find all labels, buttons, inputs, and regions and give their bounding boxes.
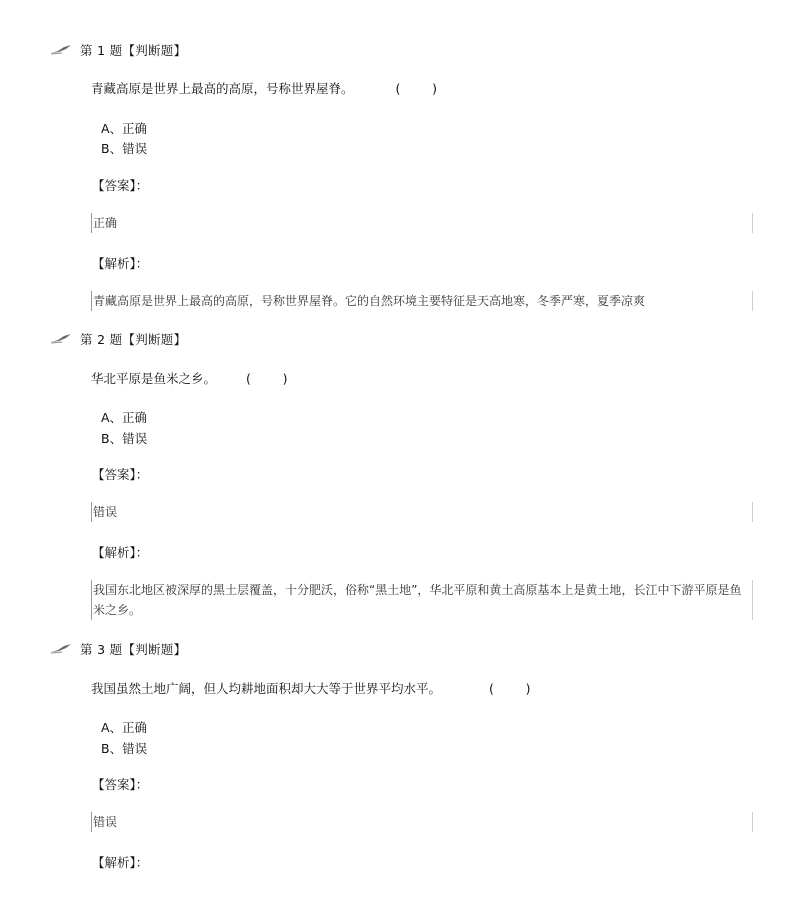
pen-icon: [50, 643, 72, 655]
answer-box: [91, 213, 753, 233]
answer-text: 错误: [93, 815, 118, 829]
question-stem: 青藏高原是世界上最高的高原，号称世界屋脊。 ( ): [91, 81, 438, 96]
analysis-text: 青藏高原是世界上最高的高原，号称世界屋脊。它的自然环境主要特征是天高地寒，冬季严寒，夏季凉爽: [93, 294, 646, 308]
question-2-header: [50, 330, 186, 348]
option-a[interactable]: A、正确: [101, 410, 148, 425]
analysis-box: [91, 580, 753, 620]
question-stem: 我国虽然土地广阔，但人均耕地面积却大大等于世界平均水平。 ( ): [91, 681, 531, 696]
answer-box: [91, 502, 753, 522]
analysis-label: 【解析】：: [92, 545, 149, 560]
analysis-label: 【解析】：: [92, 256, 149, 271]
question-title: 第 1 题【判断题】: [80, 43, 187, 58]
answer-label: 【答案】：: [92, 777, 149, 792]
option-b[interactable]: B、错误: [101, 431, 148, 446]
option-a[interactable]: A、正确: [101, 121, 148, 136]
answer-label: 【答案】：: [92, 467, 149, 482]
analysis-label: 【解析】：: [92, 855, 149, 870]
option-b[interactable]: B、错误: [101, 741, 148, 756]
answer-text: 错误: [93, 505, 118, 519]
question-3-header: [50, 640, 186, 658]
answer-box: [91, 812, 753, 832]
analysis-box: [91, 291, 753, 311]
question-title: 第 3 题【判断题】: [80, 642, 187, 657]
analysis-text: 我国东北地区被深厚的黑土层覆盖，十分肥沃，俗称“黑土地”，华北平原和黄土高原基本上是黄土地，长江中下游平原是鱼米之乡。: [93, 583, 742, 617]
question-1-header: [50, 41, 186, 59]
question-title: 第 2 题【判断题】: [80, 332, 187, 347]
answer-text: 正确: [93, 216, 118, 230]
pen-icon: [50, 44, 72, 56]
pen-icon: [50, 333, 72, 345]
question-stem: 华北平原是鱼米之乡。 ( ): [91, 371, 288, 386]
option-a[interactable]: A、正确: [101, 720, 148, 735]
answer-label: 【答案】：: [92, 178, 149, 193]
option-b[interactable]: B、错误: [101, 141, 148, 156]
